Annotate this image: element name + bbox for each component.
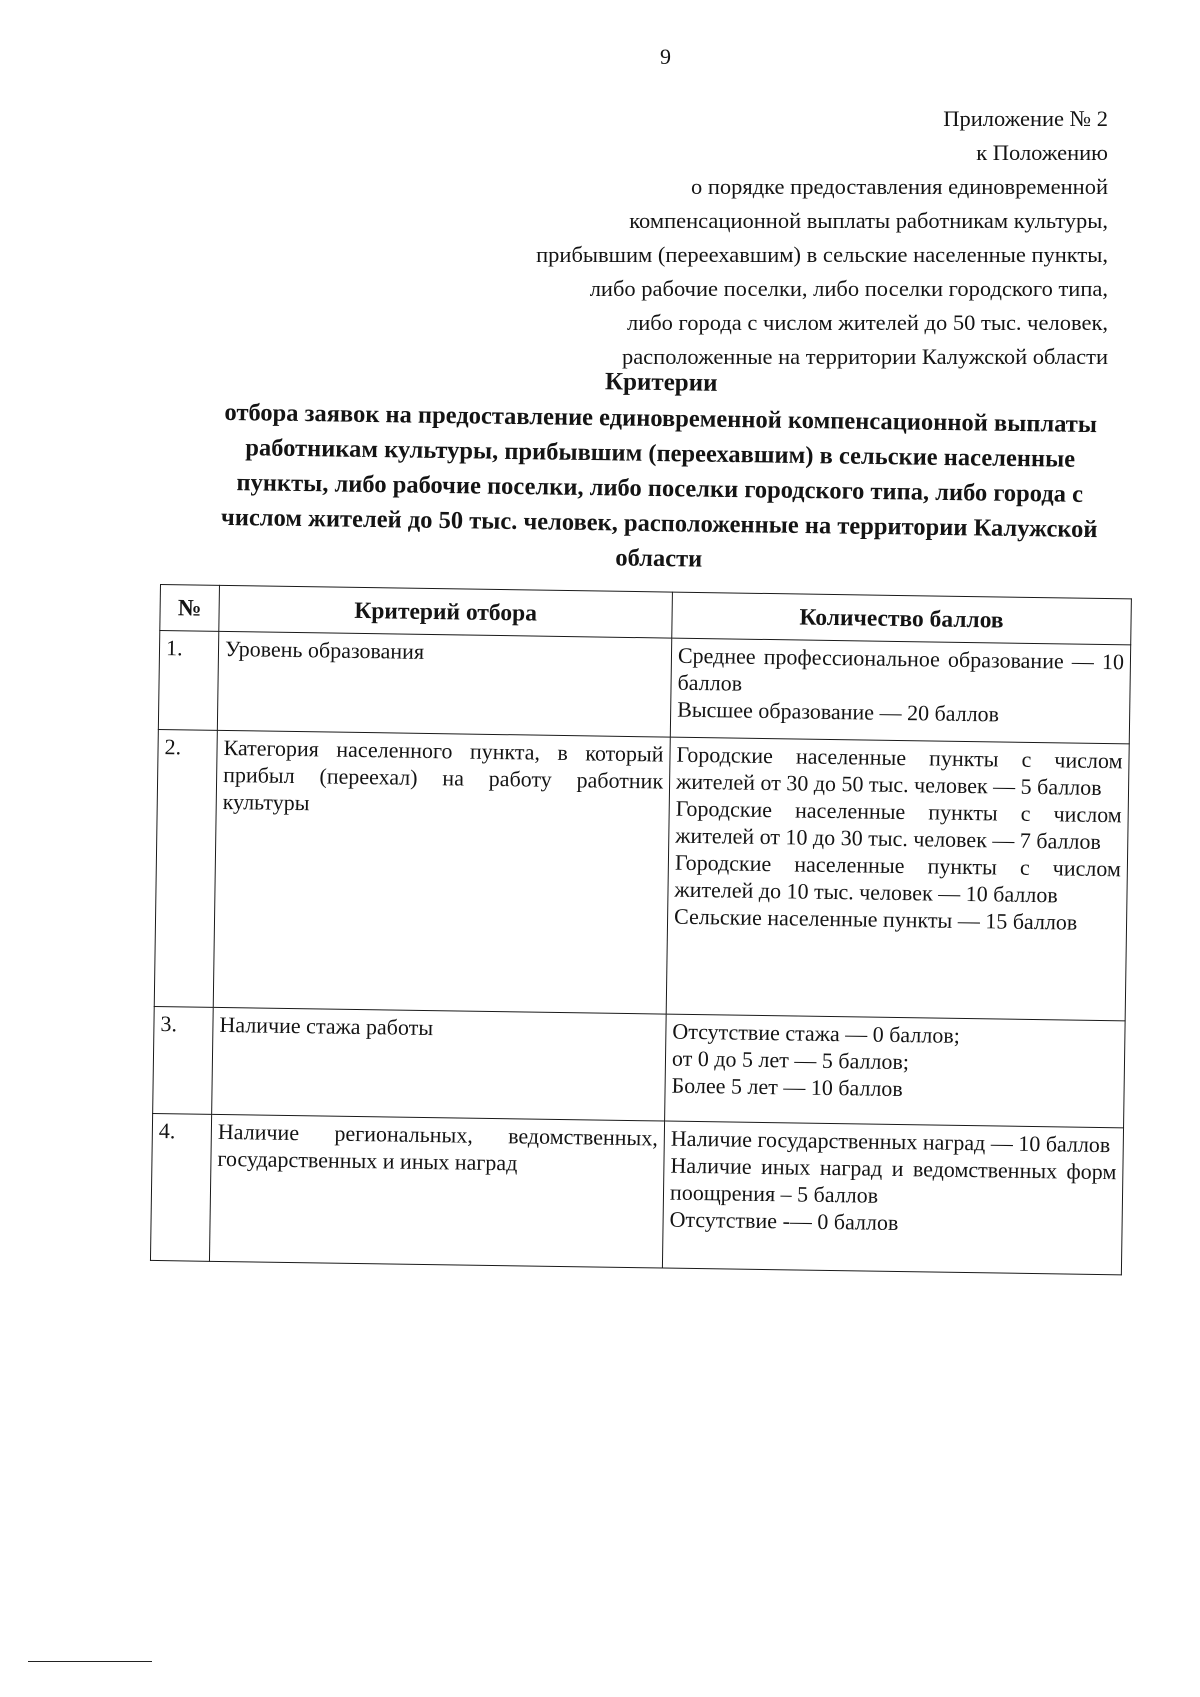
row-number: 4. [150,1113,211,1261]
score-line: от 0 до 5 лет — 5 баллов; [671,1045,910,1075]
header-criterion: Критерий отбора [219,585,673,638]
score-line: Среднее профессиональное образование — 10 баллов [677,642,1125,696]
score-line: Наличие государственных наград — 10 баллов [670,1125,1111,1158]
row-scores [662,1121,1123,1275]
criteria-table-container [150,584,1132,1275]
row-criterion: Категория населенного пункта, в который прибыл (переехал) на работу работник культуры [213,730,670,1014]
appendix-line: либо рабочие поселки, либо поселки городского типа, [589,276,1108,301]
score-line: Городские населенные пункты с числом жителей до 10 тыс. человек — 10 баллов [674,849,1122,908]
header-score: Количество баллов [672,592,1132,645]
score-line: Городские населенные пункты с числом жителей от 10 до 30 тыс. человек — 7 баллов [675,795,1122,854]
document-title: Критерии [604,368,718,397]
table-row [153,1006,1125,1127]
score-line: Отсутствие -— 0 баллов [669,1206,899,1236]
row-number: 1. [158,631,218,731]
document-subtitle-line: работникам культуры, прибывшим (переехавшим) в сельские населенные [245,434,1076,473]
row-criterion: Наличие региональных, ведомственных, государственных и иных наград [209,1114,664,1268]
score-line: Высшее образование — 20 баллов [677,696,1000,727]
row-scores [666,737,1129,1021]
score-line: Городские населенные пункты с числом жителей от 30 до 50 тыс. человек — 5 баллов [675,741,1123,800]
score-line: Более 5 лет — 10 баллов [671,1072,904,1102]
table-row [154,729,1129,1020]
header-number: № [160,585,220,632]
appendix-line: расположенные на территории Калужской области [621,344,1108,369]
row-scores [670,638,1130,744]
row-number: 2. [154,729,217,1007]
appendix-line: к Положению [976,140,1108,165]
row-scores [665,1014,1126,1128]
document-heading [179,358,1142,582]
row-number: 3. [153,1006,214,1114]
document-subtitle-line: отбора заявок на предоставление единовременной компенсационной выплаты [224,398,1098,439]
score-line: Отсутствие стажа — 0 баллов; [672,1018,960,1048]
appendix-reference [388,102,1108,374]
page-number: 9 [660,44,671,69]
appendix-line: компенсационной выплаты работникам культуры, [629,208,1108,233]
row-criterion: Уровень образования [217,631,671,737]
appendix-line: прибывшим (переехавшим) в сельские населенные пункты, [536,242,1108,267]
score-line: Сельские населенные пункты — 15 баллов [673,903,1078,935]
table-row [158,631,1130,744]
document-subtitle-line: числом жителей до 50 тыс. человек, расположенные на территории Калужской [220,503,1098,544]
criteria-table [150,584,1132,1275]
document-subtitle-line: пункты, либо рабочие поселки, либо поселки городского типа, либо города с [236,469,1084,508]
appendix-line: Приложение № 2 [943,106,1108,131]
table-row [150,1113,1123,1274]
footnote-separator [28,1661,152,1662]
appendix-line: о порядке предоставления единовременной [690,174,1108,199]
document-subtitle-line: области [615,544,703,573]
row-criterion: Наличие стажа работы [212,1007,667,1121]
appendix-line: либо города с числом жителей до 50 тыс. человек, [626,310,1108,335]
score-line: Наличие иных наград и ведомственных форм поощрения – 5 баллов [669,1152,1117,1208]
